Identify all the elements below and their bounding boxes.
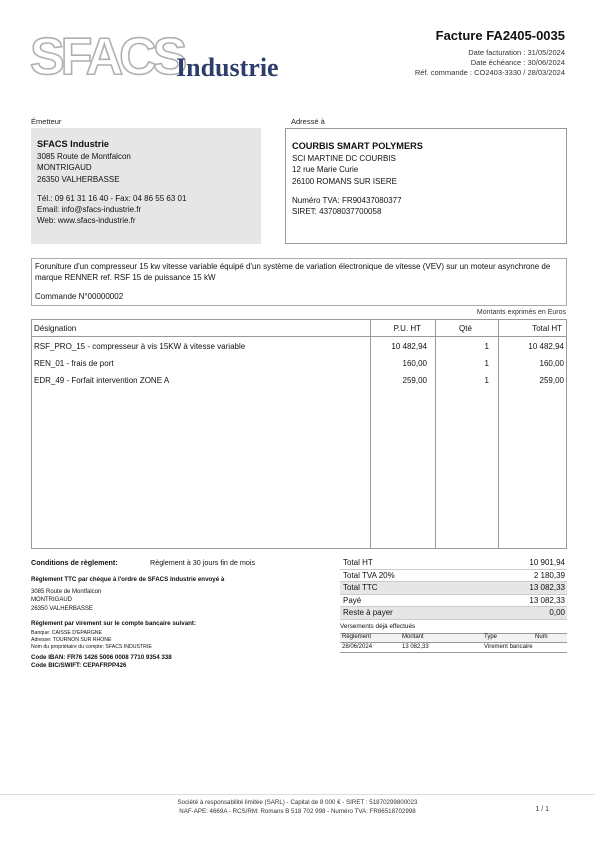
sender-address-3: 26350 VALHERBASSE xyxy=(37,174,120,184)
recipient-line-2: 12 rue Marie Curie xyxy=(292,165,359,175)
total-label: Total TTC xyxy=(343,583,378,592)
recipient-vat: Numéro TVA: FR90437080377 xyxy=(292,195,402,205)
total-value: 13 082,33 xyxy=(529,595,565,605)
row-quantity: 1 xyxy=(484,342,489,351)
recipient-label: Adressé à xyxy=(291,117,325,126)
row-designation: RSF_PRO_15 - compresseur à vis 15KW à vitesse variable xyxy=(34,342,246,351)
items-table xyxy=(31,319,567,549)
total-row-ht xyxy=(340,557,567,570)
svg-text:Industrie: Industrie xyxy=(176,53,279,82)
items-table-header xyxy=(32,320,566,337)
total-value: 0,00 xyxy=(549,608,565,617)
cheque-address-1: 3085 Route de Montfalcon xyxy=(31,589,102,595)
description-block xyxy=(31,258,567,306)
bank-codes xyxy=(31,654,172,670)
row-quantity: 1 xyxy=(484,359,489,368)
table-row xyxy=(340,643,567,653)
sender-address-2: MONTRIGAUD xyxy=(37,163,92,173)
bic-code: Code BIC/SWIFT: CEPAFRPP426 xyxy=(31,662,127,669)
row-total: 160,00 xyxy=(539,359,564,368)
footer-legal-line-1: Société à responsabilité limitée (SARL) - Capital de 8 000 € - SIRET : 51870299800023 xyxy=(177,799,418,806)
payment-date: 28/06/2024 xyxy=(342,644,373,650)
invoice-title: Facture FA2405-0035 xyxy=(435,28,565,43)
bank-details xyxy=(31,630,152,652)
bank-address: Adresse: TOURNON SUR RHONE xyxy=(31,637,112,644)
total-row-vat xyxy=(340,570,567,583)
order-reference: Réf. commande : CO2403-3330 / 28/03/2024 xyxy=(414,68,565,77)
total-row-remaining xyxy=(340,607,567,620)
payment-terms-value: Règlement à 30 jours fin de mois xyxy=(150,558,256,567)
recipient-line-3: 26100 ROMANS SUR ISERE xyxy=(292,176,397,186)
sender-email: Email: info@sfacs-industrie.fr xyxy=(37,205,142,215)
description-text: Foruniture d'un compresseur 15 kw vitesse variable équipé d'un système de variation électronique de vitesse (VEV) sur un moteur asynchrone de marque RENNER ref. RSF 15 de puissance 15 kW xyxy=(35,262,551,282)
header-quantity: Qté xyxy=(459,324,472,333)
row-total: 259,00 xyxy=(539,376,564,385)
row-quantity: 1 xyxy=(484,376,489,385)
footer-legal-line-2: NAF-APE: 4669A - RCS/RM: Romans B 518 702 998 - Numéro TVA: FR86518702998 xyxy=(179,808,416,815)
payments-table xyxy=(340,623,567,653)
iban-code: Code IBAN: FR76 1426 5006 0008 7710 9354 338 xyxy=(31,654,172,661)
invoice-date: Date facturation : 31/05/2024 xyxy=(468,48,565,57)
account-owner: Nom du propriétaire du compte: SFACS INDUSTRIE xyxy=(31,644,152,651)
row-designation: EDR_49 - Forfait intervention ZONE A xyxy=(34,376,170,385)
sender-website: Web: www.sfacs-industrie.fr xyxy=(37,216,136,226)
payments-header xyxy=(340,633,567,643)
page-footer xyxy=(0,794,595,816)
row-unit-price: 10 482,94 xyxy=(391,342,427,351)
payment-terms-label: Conditions de règlement: xyxy=(31,558,118,567)
recipient-siret: SIRET: 43708037700058 xyxy=(292,207,382,217)
cheque-address xyxy=(31,588,101,613)
payments-title: Versements déjà effectués xyxy=(340,623,416,630)
totals-table xyxy=(340,557,567,620)
row-designation: REN_01 - frais de port xyxy=(34,359,114,368)
order-number: Commande N°00000002 xyxy=(35,292,124,301)
row-total: 10 482,94 xyxy=(528,342,564,351)
cheque-address-3: 26350 VALHERBASSE xyxy=(31,605,93,612)
payment-amount: 13 082,33 xyxy=(402,644,429,650)
total-value: 2 180,39 xyxy=(533,570,565,580)
header-designation: Désignation xyxy=(34,324,77,333)
cheque-address-2: MONTRIGAUD xyxy=(31,597,72,604)
total-label: Total TVA 20% xyxy=(343,570,395,580)
transfer-instructions-title: Règlement par virement sur le compte bancaire suivant: xyxy=(31,620,197,627)
sender-label: Émetteur xyxy=(31,117,62,126)
sender-block xyxy=(31,128,261,244)
total-label: Payé xyxy=(343,595,362,605)
payments-header-amount: Montant xyxy=(402,634,424,640)
total-value: 10 901,94 xyxy=(529,558,565,567)
company-logo xyxy=(30,30,290,86)
sender-address-1: 3085 Route de Montfalcon xyxy=(37,152,131,161)
total-row-ttc xyxy=(340,582,567,595)
payment-type: Virement bancaire xyxy=(484,644,533,650)
recipient-line-1: SCI MARTINE DC COURBIS xyxy=(292,154,396,163)
page-number: 1 / 1 xyxy=(535,806,549,813)
row-unit-price: 259,00 xyxy=(402,376,427,385)
recipient-block xyxy=(285,128,567,244)
recipient-name: COURBIS SMART POLYMERS xyxy=(292,141,423,151)
total-value: 13 082,33 xyxy=(529,583,565,592)
sender-phone: Tél.: 09 61 31 16 40 - Fax: 04 86 55 63 01 xyxy=(37,193,187,203)
bank-name: Banque: CAISSE D'EPARGNE xyxy=(31,630,102,636)
total-label: Total HT xyxy=(343,558,373,567)
sender-name: SFACS Industrie xyxy=(37,139,109,149)
due-date: Date échéance : 30/06/2024 xyxy=(470,58,565,67)
currency-note: Montants exprimés en Euros xyxy=(476,309,566,316)
payments-header-date: Règlement xyxy=(342,634,372,640)
row-unit-price: 160,00 xyxy=(402,359,427,368)
cheque-instructions-title: Règlement TTC par chèque à l'ordre de SFACS Industrie envoyé à xyxy=(31,576,225,583)
payments-header-type: Type xyxy=(484,634,498,640)
total-row-paid xyxy=(340,595,567,608)
header-total: Total HT xyxy=(532,324,562,333)
svg-text:SFACS: SFACS xyxy=(30,30,184,86)
total-label: Reste à payer xyxy=(343,608,393,617)
header-unit-price: P.U. HT xyxy=(393,324,421,333)
payments-header-num: Num xyxy=(535,634,548,640)
